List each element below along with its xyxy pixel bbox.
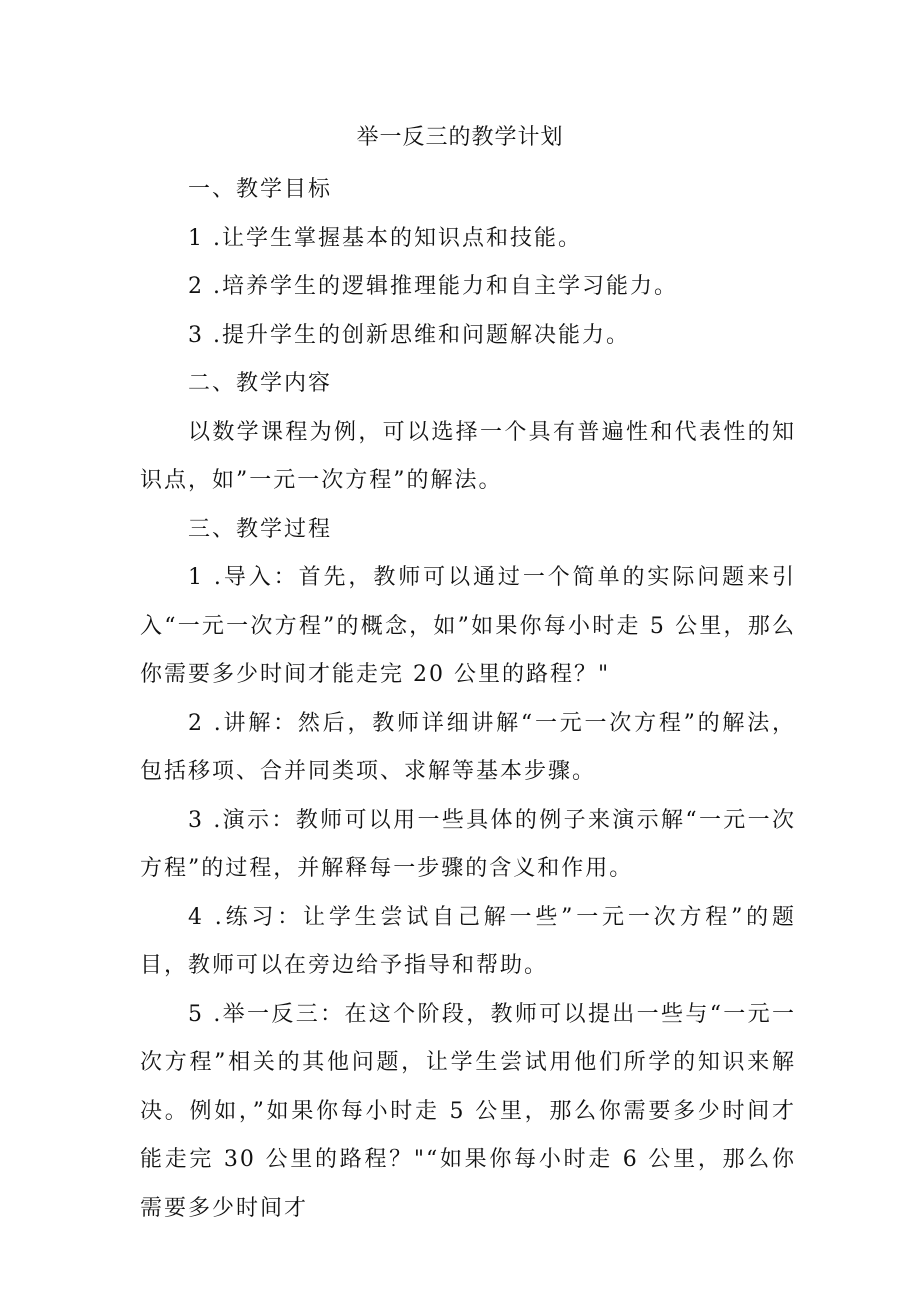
process-step-4: 4 .练习：让学生尝试自己解一些”一元一次方程”的题目，教师可以在旁边给予指导和帮助。 (140, 904, 796, 978)
process-step-3: 3 .演示：教师可以用一些具体的例子来演示解“一元一次方程”的过程，并解释每一步骤的含义和作用。 (140, 807, 796, 881)
section-heading-process: 三、教学过程 (188, 516, 333, 542)
section-heading-content: 二、教学内容 (188, 371, 333, 396)
content-paragraph: 以数学课程为例，可以选择一个具有普遍性和代表性的知识点，如”一元一次方程”的解法。 (140, 419, 796, 493)
objective-item-3: 3 .提升学生的创新思维和问题解决能力。 (188, 322, 630, 348)
objective-item-2: 2 .培养学生的逻辑推理能力和自主学习能力。 (188, 274, 678, 299)
process-step-5: 5 .举一反三：在这个阶段，教师可以提出一些与“一元一次方程”相关的其他问题，让学生尝试用他们所学的知识来解决。例如，”如果你每小时走 5 公里，那么你需要多少时间才能走完 30 公里的路程？"“如果你每小时走 6 公里，那么你需要多少时间才 (140, 1001, 796, 1221)
process-step-1: 1 .导入：首先，教师可以通过一个简单的实际问题来引入“一元一次方程”的概念，如”如果你每小时走 5 公里，那么你需要多少时间才能走完 20 公里的路程？" (140, 565, 796, 687)
process-step-2: 2 .讲解：然后，教师详细讲解“一元一次方程”的解法，包括移项、合并同类项、求解等基本步骤。 (140, 710, 796, 784)
section-heading-objectives: 一、教学目标 (188, 177, 333, 202)
document-body (140, 166, 796, 1233)
document-title: 举一反三的教学计划 (356, 125, 564, 150)
objective-item-1: 1 .让学生掌握基本的知识点和技能。 (188, 225, 582, 251)
